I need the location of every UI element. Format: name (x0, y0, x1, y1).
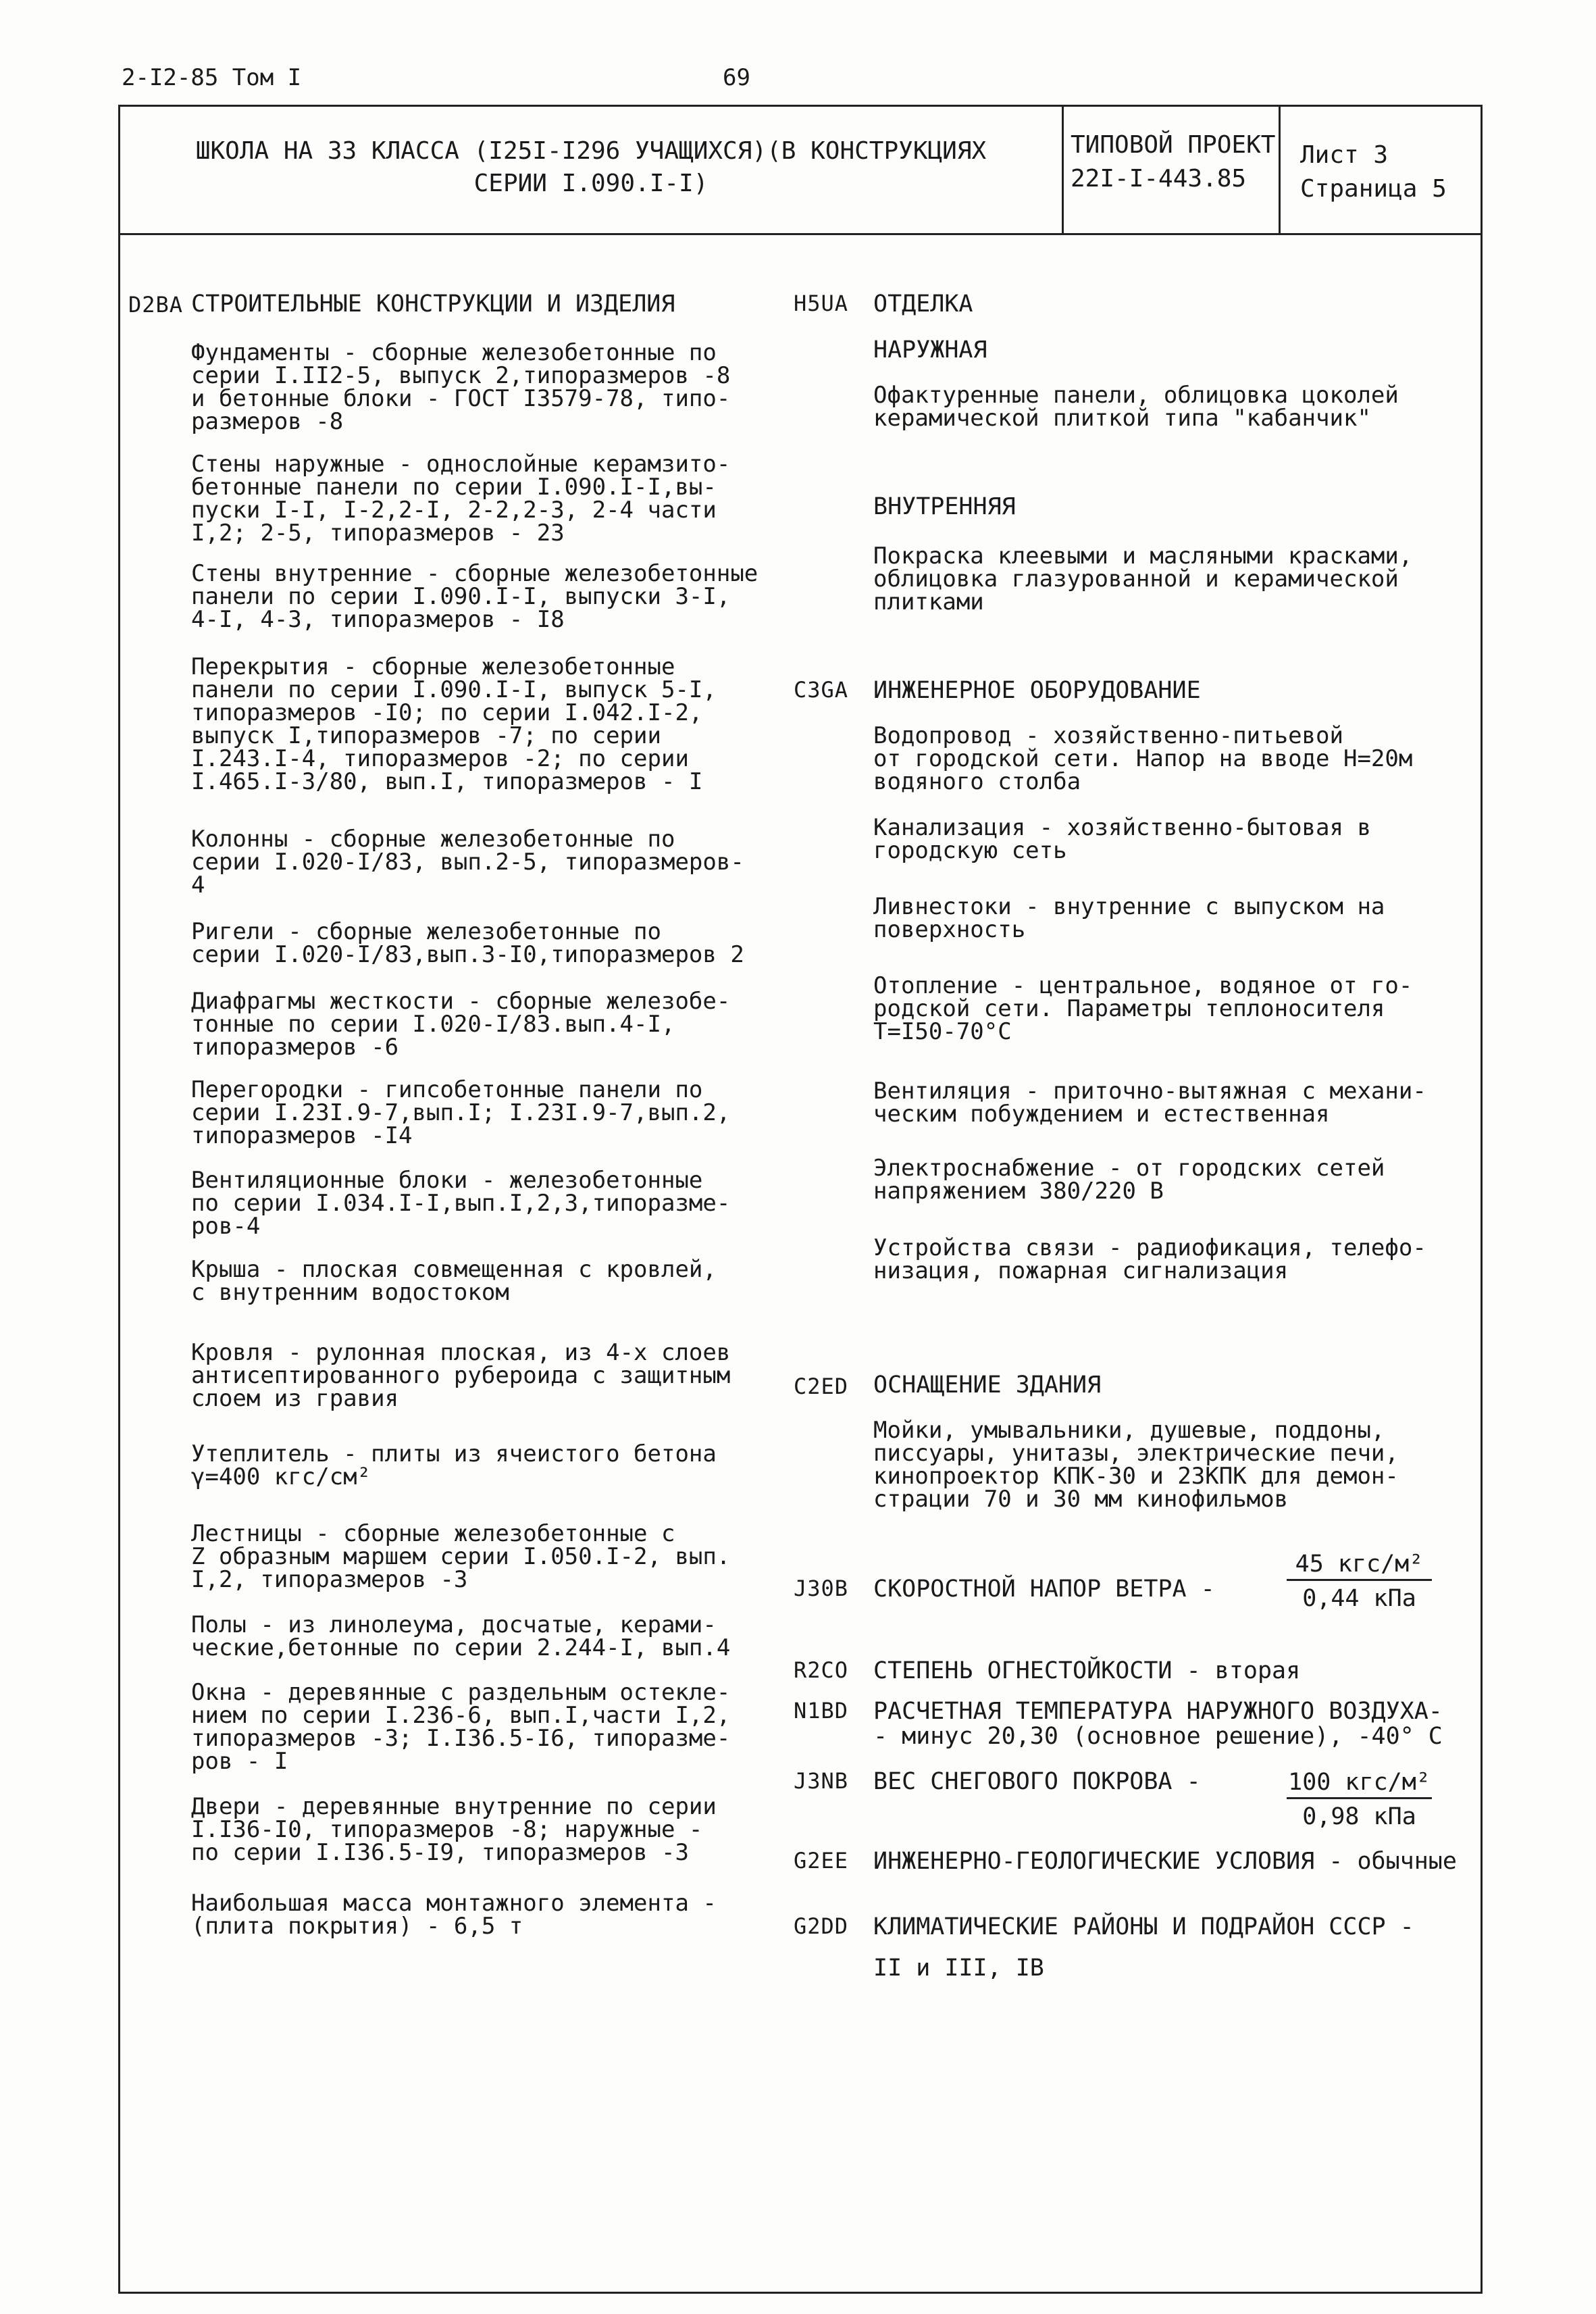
geology-label: ИНЖЕНЕРНО-ГЕОЛОГИЧЕСКИЕ УСЛОВИЯ - обычные (873, 1848, 1457, 1875)
exterior-finish-heading: НАРУЖНАЯ (873, 336, 987, 363)
temperature-line-2: - минус 20,30 (основное решение), -40° С (873, 1723, 1443, 1750)
snow-load-value (1287, 1769, 1432, 1830)
paragraph-roofing: Кровля - рулонная плоская, из 4-х слоев антисептированного рубероида с защитным слоем из гравия (191, 1339, 731, 1412)
title-block-divider-2 (1279, 105, 1281, 234)
paragraph-ventilation: Вентиляция - приточно-вытяжная с механи- ческим побуждением и естественная (873, 1078, 1426, 1128)
finish-code: H5UA (794, 291, 849, 316)
fire-resistance-label: СТЕПЕНЬ ОГНЕСТОЙКОСТИ - вторая (873, 1657, 1301, 1684)
document-reference: 2-I2-85 Том I (122, 64, 302, 91)
wind-value-kgf: 45 кгс/м² (1287, 1551, 1432, 1581)
project-type: ТИПОВОЙ ПРОЕКТ (1071, 131, 1276, 159)
paragraph-heating: Отопление - центральное, водяное от го- родской сети. Параметры теплоносителя Т=I50-70°С (873, 972, 1413, 1045)
interior-finish-text: Покраска клеевыми и масляными красками, облицовка глазурованной и керамической плитками (873, 543, 1413, 615)
paragraph-doors: Двери - деревянные внутренние по серии I.I36-I0, типоразмеров -8; наружные - по серии I.I36.5-I9, типоразмеров -3 (191, 1793, 717, 1866)
wind-value-kpa: 0,44 кПа (1302, 1585, 1416, 1612)
paragraph-interior-walls: Стены внутренние - сборные железобетонные панели по серии I.090.I-I, выпуски 3-I, 4-I, 4-3, типоразмеров - I8 (191, 560, 758, 633)
equipment-code: C2ED (794, 1374, 849, 1399)
equipment-text: Мойки, умывальники, душевые, поддоны, писсуары, унитазы, электрические печи, кинопроектор КПК-30 и 23КПК для демон- страции 70 и 30 мм кинофильмов (873, 1417, 1399, 1513)
title-line-1: ШКОЛА НА 33 КЛАССА (I25I-I296 УЧАЩИХСЯ)(В КОНСТРУКЦИЯХ (195, 137, 987, 165)
section-code: D2BA (128, 292, 184, 318)
paragraph-windows: Окна - деревянные с раздельным остекле- нием по серии I.236-6, вып.I,части I,2, типоразмеров -3; I.I36.5-I6, типоразме- ров - I (191, 1679, 731, 1775)
paragraph-water-supply: Водопровод - хозяйственно-питьевой от городской сети. Напор на вводе Н=20м водяного столба (873, 722, 1413, 795)
paragraph-max-element-mass: Наибольшая масса монтажного элемента - (плита покрытия) - 6,5 т (191, 1890, 717, 1940)
paragraph-storm-drains: Ливнестоки - внутренние с выпуском на поверхность (873, 893, 1385, 943)
title-block-title (125, 135, 1057, 200)
exterior-finish-text: Офактуренные панели, облицовка цоколей керамической плиткой типа "кабанчик" (873, 382, 1399, 432)
equipment-heading: ОСНАЩЕНИЕ ЗДАНИЯ (873, 1372, 1102, 1399)
paragraph-ventilation-blocks: Вентиляционные блоки - железобетонные по серии I.034.I-I,вып.I,2,3,типоразме- ров-4 (191, 1167, 731, 1240)
page-label: Страница 5 (1300, 175, 1447, 203)
paragraph-roof: Крыша - плоская совмещенная с кровлей, с внутренним водостоком (191, 1256, 717, 1306)
paragraph-foundations: Фундаменты - сборные железобетонные по серии I.II2-5, выпуск 2,типоразмеров -8 и бетонные блоки - ГОСТ I3579-78, типо- размеров -8 (191, 339, 731, 435)
wind-code: J30B (794, 1576, 849, 1601)
paragraph-floors: Перекрытия - сборные железобетонные панели по серии I.090.I-I, выпуск 5-I, типоразмеров -I0; по серии I.042.I-2, выпуск I,типоразмеров -7; по серии I.243.I-4, типоразмеров -2; по серии I.465.I-3/80, вып.I, типоразмеров - I (191, 653, 717, 795)
title-line-2: СЕРИИ I.090.I-I) (473, 170, 709, 197)
project-number: 22I-I-443.85 (1071, 165, 1247, 193)
wind-value (1287, 1551, 1432, 1612)
snow-load-kgf: 100 кгс/м² (1287, 1769, 1432, 1799)
paragraph-communications: Устройства связи - радиофикация, телефо- низация, пожарная сигнализация (873, 1234, 1426, 1284)
temperature-code: N1BD (794, 1698, 849, 1724)
paragraph-columns: Колонны - сборные железобетонные по серии I.020-I/83, вып.2-5, типоразмеров- 4 (191, 826, 744, 899)
sheet-number: Лист 3 (1300, 141, 1389, 169)
paragraph-sewerage: Канализация - хозяйственно-бытовая в городскую сеть (873, 814, 1371, 864)
paragraph-stairs: Лестницы - сборные железобетонные с Z образным маршем серии I.050.I-2, вып. I,2, типоразмеров -3 (191, 1520, 731, 1593)
wind-label: СКОРОСТНОЙ НАПОР ВЕТРА - (873, 1576, 1215, 1603)
interior-finish-heading: ВНУТРЕННЯЯ (873, 493, 1016, 520)
engineering-code: C3GA (794, 677, 849, 703)
paragraph-partitions: Перегородки - гипсобетонные панели по серии I.23I.9-7,вып.I; I.23I.9-7,вып.2, типоразмеров -I4 (191, 1076, 731, 1149)
climate-line-2: II и III, IB (873, 1955, 1044, 1982)
geology-code: G2EE (794, 1848, 849, 1873)
page-number: 69 (723, 64, 750, 91)
paragraph-power-supply: Электроснабжение - от городских сетей напряжением 380/220 В (873, 1155, 1385, 1205)
paragraph-diaphragms: Диафрагмы жесткости - сборные железобе- тонные по серии I.020-I/83.вып.4-I, типоразмеров -6 (191, 988, 731, 1061)
engineering-heading: ИНЖЕНЕРНОЕ ОБОРУДОВАНИЕ (873, 677, 1201, 704)
paragraph-floor-coverings: Полы - из линолеума, досчатые, керами- ческие,бетонные по серии 2.244-I, вып.4 (191, 1611, 731, 1661)
temperature-line-1: РАСЧЕТНАЯ ТЕМПЕРАТУРА НАРУЖНОГО ВОЗДУХА- (873, 1698, 1443, 1725)
snow-code: J3NB (794, 1768, 849, 1794)
title-block-project (1071, 128, 1275, 196)
paragraph-exterior-walls: Стены наружные - однослойные керамзито- бетонные панели по серии I.090.I-I,вы- пуски I-I, I-2,2-I, 2-2,2-3, 2-4 части I,2; 2-5, типоразмеров - 23 (191, 451, 731, 547)
title-block-divider-1 (1062, 105, 1064, 234)
paragraph-girders: Ригели - сборные железобетонные по серии I.020-I/83,вып.3-I0,типоразмеров 2 (191, 918, 744, 968)
snow-load-label: ВЕС СНЕГОВОГО ПОКРОВА - (873, 1768, 1201, 1795)
fire-code: R2CO (794, 1657, 849, 1683)
title-block-sheet (1300, 139, 1447, 206)
finish-heading: ОТДЕЛКА (873, 291, 973, 318)
snow-load-kpa: 0,98 кПа (1302, 1803, 1416, 1830)
section-heading: СТРОИТЕЛЬНЫЕ КОНСТРУКЦИИ И ИЗДЕЛИЯ (191, 291, 675, 318)
paragraph-insulation: Утеплитель - плиты из ячеистого бетона γ=400 кгс/см² (191, 1440, 717, 1490)
climate-line-1: КЛИМАТИЧЕСКИЕ РАЙОНЫ И ПОДРАЙОН СССР - (873, 1913, 1414, 1940)
climate-code: G2DD (794, 1913, 849, 1939)
title-block-bottom-border (118, 233, 1483, 235)
